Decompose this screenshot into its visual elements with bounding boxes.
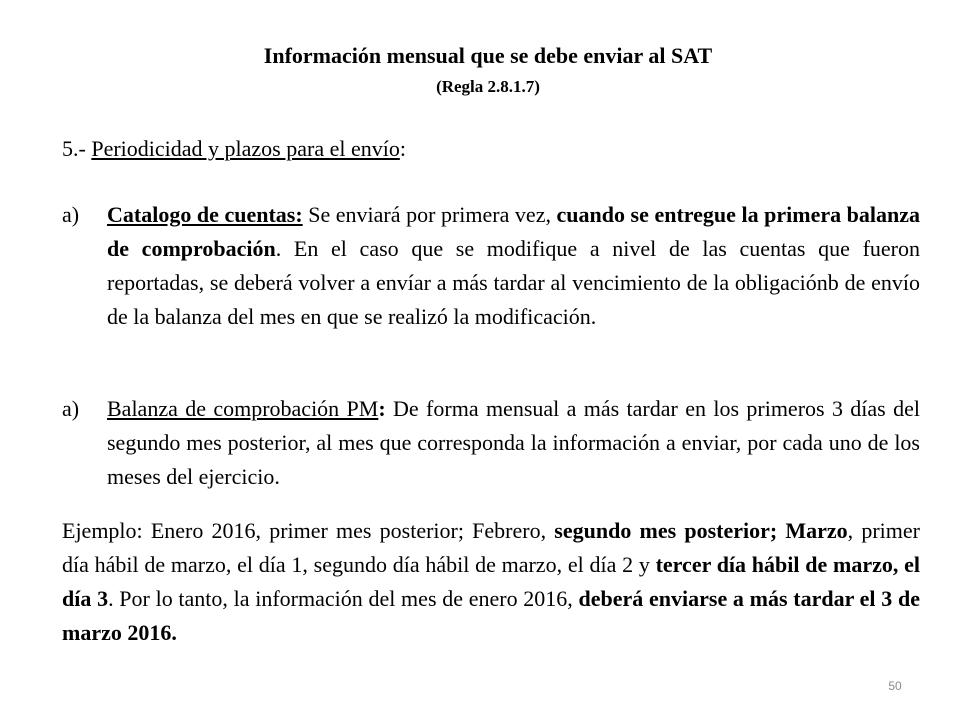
example-bold-text: tercer día hábil de marzo, el día 3: [62, 552, 920, 611]
list-item-body: [107, 198, 920, 334]
item-label: Balanza de comprobación PM: [107, 396, 379, 421]
section-heading: [62, 134, 406, 164]
list-item-balanza: [62, 392, 920, 494]
page-number: 50: [888, 679, 902, 693]
example-text: Ejemplo: Enero 2016, primer mes posterior; Febrero,: [62, 518, 555, 543]
list-item-catalogo: [62, 198, 920, 334]
section-number: 5.-: [62, 136, 92, 161]
list-marker: a): [62, 396, 80, 421]
list-marker: a): [62, 202, 80, 227]
item-text: De forma mensual a más tardar en los primeros 3 días del segundo mes posterior, al mes que corresponda la información a enviar, por cada uno de los meses del ejercicio.: [107, 396, 920, 489]
item-label: Catalogo de cuentas:: [107, 202, 303, 227]
section-label: Periodicidad y plazos para el envío: [91, 136, 400, 161]
example-text: . Por lo tanto, la información del mes de enero 2016,: [108, 586, 579, 611]
example-paragraph: [62, 514, 920, 650]
item-text: Se enviará por primera vez,: [302, 202, 557, 227]
page-subtitle: (Regla 2.8.1.7): [436, 77, 540, 96]
item-bold-text: cuando se entregue la primera balanza de comprobación: [107, 202, 921, 261]
page-title: Información mensual que se debe enviar al SAT: [263, 43, 713, 68]
example-bold-text: segundo mes posterior; Marzo: [554, 518, 848, 543]
example-text: , primer día hábil de marzo, el día 1, segundo día hábil de marzo, el día 2 y: [62, 518, 920, 577]
item-label-colon: :: [378, 396, 386, 421]
item-text: . En el caso que se modifique a nivel de las cuentas que fueron reportadas, se deberá volver a envíar a más tardar al vencimiento de la obligaciónb de envío de la balanza del mes en que se realizó la modificación.: [107, 236, 920, 329]
list-item-body: [107, 392, 920, 494]
section-colon: :: [399, 136, 406, 161]
example-bold-text: deberá enviarse a más tardar el 3 de marzo 2016.: [62, 586, 920, 645]
